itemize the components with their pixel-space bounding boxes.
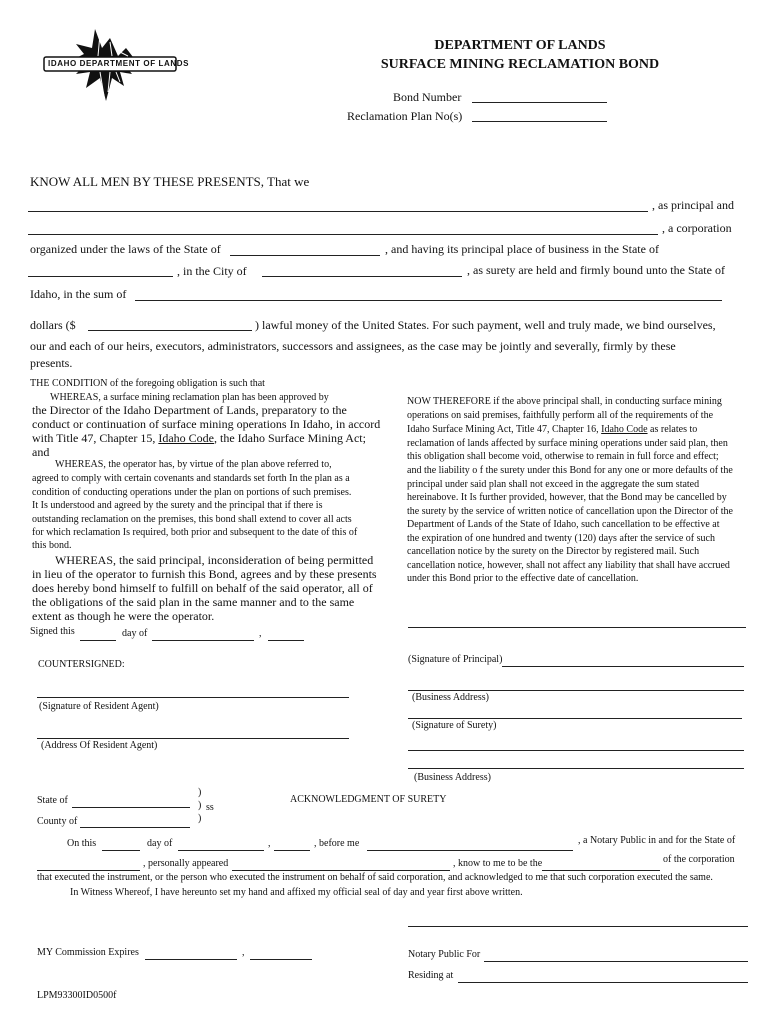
logo-text: IDAHO DEPARTMENT OF LANDS — [48, 59, 190, 68]
whereas2-line5: outstanding reclamation on the premises, this bond shall extend to cover all acts — [32, 514, 352, 525]
in-witness-text: In Witness Whereof, I have hereunto set my hand and affixed my official seal of day and year first above written. — [70, 887, 523, 898]
condition-intro: THE CONDITION of the foregoing obligation is such that — [30, 378, 265, 389]
ack-month-field[interactable] — [178, 836, 264, 851]
commission-expires-label: MY Commission Expires — [37, 947, 139, 958]
business-address-label-1: (Business Address) — [412, 692, 489, 703]
plan-number-label: Reclamation Plan No(s) — [347, 109, 463, 123]
signature-of-principal-label: (Signature of Principal) — [408, 654, 503, 665]
resident-agent-signature-line[interactable] — [37, 697, 349, 698]
now-therefore-line7: principal under said plan shall not exceed in the aggregate the sum stated — [407, 479, 700, 490]
heirs-text-line2: presents. — [30, 356, 73, 370]
state-of-label: State of — [37, 795, 68, 806]
surety-signature-line[interactable] — [408, 718, 742, 719]
notary-public-text: , a Notary Public in and for the State of — [578, 835, 736, 846]
signed-year-field[interactable] — [268, 626, 304, 641]
principal-business-address-line[interactable] — [408, 690, 744, 691]
known-to-me-label: , know to me to be the — [453, 858, 543, 869]
resident-agent-address-label: (Address Of Resident Agent) — [41, 740, 158, 751]
sum-words-field[interactable] — [135, 286, 722, 301]
whereas2-line2: agreed to comply with certain covenants and standards set forth In the plan as a — [32, 473, 350, 484]
signed-day-field[interactable] — [80, 626, 116, 641]
notary-for-field[interactable] — [484, 947, 748, 962]
surety-address-line-1[interactable] — [408, 750, 744, 751]
as-principal-text: , as principal and — [652, 198, 734, 212]
county-of-label: County of — [37, 816, 78, 827]
notary-public-for-label: Notary Public For — [408, 949, 481, 960]
bond-number-label: Bond Number — [393, 90, 462, 104]
state-organized-field[interactable] — [230, 241, 380, 256]
city-field[interactable] — [262, 262, 462, 277]
ack-day-field[interactable] — [102, 836, 140, 851]
as-surety-text: , as surety are held and firmly bound unto the State of — [467, 263, 725, 277]
organized-text: organized under the laws of the State of — [30, 242, 221, 256]
whereas2-line6: for which reclamation Is required, both prior and subsequent to the date of this of — [32, 527, 358, 538]
now-therefore-line10: Department of Lands of the State of Idaho, such cancellation to be effective at — [407, 519, 720, 530]
whereas3-line1: WHEREAS, the said principal, inconsideration of being permitted — [55, 553, 374, 567]
idaho-code-ref-2: Idaho Code — [601, 424, 648, 435]
principal-state-field[interactable] — [28, 262, 173, 277]
idaho-department-of-lands-logo — [40, 26, 190, 106]
whereas1-line1: WHEREAS, a surface mining reclamation plan has been approved by — [50, 392, 329, 403]
heirs-text-line1: our and each of our heirs, executors, administrators, successors and assignees, as the case may be jointly and severally, firmly by these — [30, 339, 676, 353]
paren-3: ) — [198, 813, 202, 824]
whereas2-line4: It Is understood and agreed by the surety and the principal that if there is — [32, 500, 323, 511]
whereas3-line5: extent as though he were the operator. — [32, 609, 215, 623]
whereas1-line3: conduct or continuation of surface mining operations In Idaho, in accord — [32, 417, 381, 431]
idaho-code-ref: Idaho Code — [158, 431, 214, 445]
whereas3-line2: in lieu of the operator to furnish this Bond, agrees and by these presents — [32, 567, 377, 581]
whereas2-line1: WHEREAS, the operator has, by virtue of the plan above referred to, — [55, 459, 332, 470]
ack-comma: , — [268, 838, 271, 849]
resident-agent-signature-label: (Signature of Resident Agent) — [39, 701, 159, 712]
surety-address-line-2[interactable] — [408, 768, 744, 769]
business-address-label-2: (Business Address) — [414, 772, 491, 783]
dollars-prefix: dollars ($ — [30, 318, 76, 332]
a-corporation-text: , a corporation — [662, 221, 732, 235]
now-therefore-line13: cancellation notice, however, shall not affect any liability that shall have accrued — [407, 560, 730, 571]
signed-month-field[interactable] — [152, 626, 254, 641]
title-field[interactable] — [542, 856, 660, 871]
now-therefore-line6: and the liability o f the surety under this Bond for any one or more defaults of the — [407, 465, 733, 476]
now-therefore-line5: this obligation shall become void, otherwise to remain in full force and effect; — [407, 451, 719, 462]
before-me-label: , before me — [314, 838, 360, 849]
signed-comma: , — [259, 628, 262, 639]
now-therefore-line2: operations on said premises, faithfully perform all of the requirements of the — [407, 410, 714, 421]
now-therefore-line4: reclamation of lands affected by surface mining operations under said plan, then — [407, 438, 728, 449]
principal-name-field[interactable] — [28, 197, 648, 212]
signed-this-label: Signed this — [30, 626, 75, 637]
principal-signature-line-top[interactable] — [408, 627, 746, 628]
notary-state-field[interactable] — [37, 856, 140, 871]
plan-number-field[interactable] — [472, 107, 607, 122]
residing-at-label: Residing at — [408, 970, 454, 981]
now-therefore-line12: cancellation notice by the surety on the Director by registered mail. Such — [407, 546, 700, 557]
personally-appeared-label: , personally appeared — [143, 858, 229, 869]
whereas2-line7: this bond. — [32, 540, 72, 551]
signature-of-surety-label: (Signature of Surety) — [412, 720, 497, 731]
now-therefore-line14: under this Bond prior to the effective date of cancellation. — [407, 573, 639, 584]
whereas1-line2: the Director of the Idaho Department of Lands, preparatory to the — [32, 403, 347, 417]
in-city-text: , in the City of — [177, 264, 247, 278]
notary-signature-line[interactable] — [408, 926, 748, 927]
having-place-text: , and having its principal place of business in the State of — [385, 242, 659, 256]
acknowledgment-title: ACKNOWLEDGMENT OF SURETY — [290, 794, 447, 805]
now-therefore-line3: Idaho Surface Mining Act, Title 47, Chapter 16, Idaho Code as relates to — [407, 424, 698, 435]
now-therefore-line11: the expiration of one hundred and twenty (120) days after the service of such — [407, 533, 715, 544]
notary-name-field[interactable] — [367, 836, 573, 851]
signed-day-of-label: day of — [122, 628, 148, 639]
ack-state-field[interactable] — [72, 793, 190, 808]
ack-county-field[interactable] — [80, 813, 190, 828]
now-therefore-line9: the surety by the service of written notice of cancellation upon the Director of the — [407, 506, 733, 517]
executed-instrument-text: that executed the instrument, or the person who executed the instrument on behalf of said corporation, and acknowledged to me that such corporation executed the same. — [37, 872, 713, 883]
lawful-money-text: ) lawful money of the United States. For such payment, well and truly made, we bind ourselves, — [255, 318, 716, 332]
corporation-field[interactable] — [28, 220, 658, 235]
of-the-corporation-label: of the corporation — [663, 854, 735, 865]
now-therefore-line1: NOW THEREFORE if the above principal shall, in conducting surface mining — [407, 396, 722, 407]
idaho-sum-text: Idaho, in the sum of — [30, 287, 127, 301]
ss-label: ss — [206, 802, 214, 813]
commission-year-field[interactable] — [250, 945, 312, 960]
whereas3-line3: does hereby bond himself to fulfill on behalf of the said operator, all of — [32, 581, 373, 595]
on-this-label: On this — [67, 838, 97, 849]
bond-number-field[interactable] — [472, 88, 607, 103]
commission-comma: , — [242, 947, 245, 958]
paren-2: ) — [198, 800, 202, 811]
whereas3-line4: the obligations of the said plan in the same manner and to the same — [32, 595, 355, 609]
ack-year-field[interactable] — [274, 836, 310, 851]
bond-title: SURFACE MINING RECLAMATION BOND — [380, 57, 660, 72]
countersigned-label: COUNTERSIGNED: — [38, 659, 125, 670]
department-title: DEPARTMENT OF LANDS — [434, 38, 606, 53]
commission-date-field[interactable] — [145, 945, 237, 960]
whereas1-line4: with Title 47, Chapter 15, Idaho Code, the Idaho Surface Mining Act; — [32, 431, 366, 445]
resident-agent-address-line[interactable] — [37, 738, 349, 739]
principal-signature-field[interactable] — [502, 652, 744, 667]
know-all-text: KNOW ALL MEN BY THESE PRESENTS, That we — [30, 174, 310, 189]
paren-1: ) — [198, 787, 202, 798]
dollar-amount-field[interactable] — [88, 316, 252, 331]
whereas1-line5: and — [32, 445, 50, 459]
ack-day-of-label: day of — [147, 838, 173, 849]
residing-at-field[interactable] — [458, 968, 748, 983]
whereas2-line3: condition of conducting operations under the plan on portions of such premises. — [32, 487, 352, 498]
now-therefore-line8: hereinabove. It Is further provided, however, that the Bond may be cancelled by — [407, 492, 727, 503]
appeared-name-field[interactable] — [232, 856, 450, 871]
form-number: LPM93300ID0500f — [37, 990, 117, 1001]
